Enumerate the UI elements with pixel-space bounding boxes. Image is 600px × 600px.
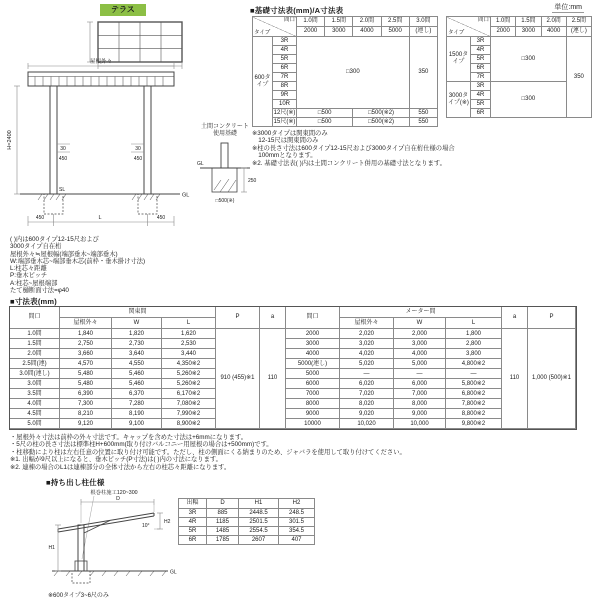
table-cell: 8,190 — [112, 409, 162, 419]
gl-label: GL — [170, 569, 177, 576]
note-line: ※2. 連棟の場合のL1は連棟部分の全体寸法から左右の柱芯々距離になります。 — [10, 463, 231, 471]
table-cell: 2,730 — [112, 339, 162, 349]
row-label: 7R — [273, 73, 297, 82]
header-w: W — [112, 318, 162, 329]
table-cell: 2.5間(連) — [10, 359, 60, 369]
table-cell: 1.5間 — [10, 339, 60, 349]
row-label: 8R — [273, 82, 297, 91]
table-cell: 7,080※2 — [162, 399, 216, 409]
footing — [72, 571, 90, 583]
table-cell: 3,800 — [446, 349, 502, 359]
table-cell: 1.0間 — [10, 329, 60, 339]
col-header: 2.5間 — [566, 17, 591, 27]
doma-title-line1: 土間コンクリート — [201, 124, 249, 130]
col-subheader: 2000 — [297, 27, 325, 37]
table-cell: 2,750 — [60, 339, 112, 349]
table-cell: 3000 — [286, 339, 340, 349]
dim-450-label: 450 — [133, 156, 143, 162]
table-cell: 7,020 — [340, 389, 394, 399]
note-line: L:柱芯々距離 — [10, 265, 47, 273]
header-w: W — [394, 318, 446, 329]
table-cell: 1,840 — [60, 329, 112, 339]
corner-cell — [253, 17, 297, 37]
table-cell: 5,800※2 — [446, 379, 502, 389]
table-row — [179, 527, 315, 536]
row-label: 10R — [273, 100, 297, 109]
table-cell: 5,260※2 — [162, 369, 216, 379]
col-header: 2.5間 — [381, 17, 409, 27]
note-line: ※3000タイプは関東間のみ — [252, 130, 328, 137]
row-label: 12尺(※) — [273, 109, 296, 116]
note-line: ・柱移動により柱は左右任意の位置に取り付け可能です。ただし、柱の側面にくる納まりのため、ジャバラを使用して取り付けてください。 — [10, 448, 406, 456]
table-cell: 6,020 — [340, 379, 394, 389]
ground-hatch — [54, 571, 166, 576]
note-line: ※2. 基礎寸法表( )内は土間コンクリート併用の基礎寸法となります。 — [252, 159, 446, 167]
table-cell: 407 — [279, 536, 315, 545]
foundation-table-title: ■基礎寸法表(mm)/A寸法表 — [250, 6, 344, 15]
ground-hatch — [38, 194, 160, 200]
col-header: 1.5間 — [325, 17, 353, 27]
legend-notes — [10, 236, 250, 294]
table-cell: 3,440 — [162, 349, 216, 359]
height-label: H=2400 — [7, 130, 13, 150]
table-cell: 9,800※2 — [446, 419, 502, 429]
merged-p-left: 910 (455)※1 — [216, 329, 260, 429]
gl-label: GL — [197, 161, 204, 167]
roof-section — [28, 72, 174, 86]
col-header: D — [207, 499, 239, 509]
value-cell: □500(※2) — [353, 109, 409, 118]
table-row — [179, 518, 315, 527]
table-cell: 5000(連し) — [286, 359, 340, 369]
footing-size-label: □500(※) — [215, 198, 235, 204]
col-subheader: (連し) — [566, 27, 591, 37]
merged-a-left: 110 — [260, 329, 286, 429]
table-cell: 4000 — [286, 349, 340, 359]
post — [78, 525, 84, 571]
table-cell: — — [394, 369, 446, 379]
table-cell: 5000 — [286, 369, 340, 379]
table-cell: 4,570 — [60, 359, 112, 369]
col-subheader: 4000 — [541, 27, 566, 37]
doma-foundation-drawing — [196, 140, 260, 206]
header-l: L — [446, 318, 502, 329]
cantilever-table — [178, 498, 315, 545]
footing-section — [212, 168, 237, 192]
foundation-table-a — [252, 16, 438, 127]
table-cell: 2.0間 — [10, 349, 60, 359]
header-p: P — [528, 307, 576, 329]
table-cell: 4,800※2 — [446, 359, 502, 369]
table-row — [179, 509, 315, 518]
note-line: 12-15尺は関東間のみ — [252, 137, 319, 145]
note-line: 100mmとなります。 — [252, 152, 317, 160]
value-cell: 550 — [409, 118, 437, 127]
table-cell: 7000 — [286, 389, 340, 399]
col-header: H1 — [239, 499, 279, 509]
table-cell: 7,800※2 — [446, 399, 502, 409]
table-cell: 5.0間 — [10, 419, 60, 429]
table-cell: 5,480 — [60, 369, 112, 379]
dim-table-right-body — [286, 329, 502, 429]
table-cell: 5,480 — [60, 379, 112, 389]
row-label: 15尺(※) — [273, 118, 296, 125]
col-header: 2.0間 — [541, 17, 566, 27]
note-line: 3000タイプ自在桁 — [10, 243, 62, 251]
row-label: 4R — [471, 46, 491, 55]
corner-bottom-label: タイプ — [254, 29, 271, 36]
col-header: 出幅 — [179, 499, 207, 509]
corner-bottom-label: タイプ — [448, 29, 465, 36]
note-line: ※1. 出幅が9尺以上になると、垂木ピッチ(P寸法)は( )内の寸法になります。 — [10, 456, 222, 464]
unit-label: 単位:mm — [554, 4, 582, 11]
right-post — [144, 86, 151, 194]
h2-dim-label: H2 — [164, 519, 171, 525]
col-subheader: 5000 — [381, 27, 409, 37]
post-detail-ticks — [57, 144, 144, 152]
table-cell: 8,020 — [340, 399, 394, 409]
value-cell: □500 — [297, 109, 353, 118]
note-line: A:柱芯~屋根端部 — [10, 279, 58, 287]
cantilever-caption: ※600タイプ3~6尺のみ — [48, 593, 109, 599]
row-label: 6R — [273, 64, 297, 73]
table-cell: 9000 — [286, 409, 340, 419]
table-cell: 5R — [179, 527, 207, 536]
col-header: 1.0間 — [491, 17, 516, 27]
table-cell: — — [340, 369, 394, 379]
table-cell: 3R — [179, 509, 207, 518]
table-cell: 3.0間 — [10, 379, 60, 389]
table-cell: 3,000 — [394, 339, 446, 349]
col-header: 1.5間 — [516, 17, 541, 27]
table-cell: 6,170※2 — [162, 389, 216, 399]
table-cell: 4.0間 — [10, 399, 60, 409]
note-line: P:垂木ピッチ — [10, 272, 48, 280]
cantilever-table-body — [179, 509, 315, 545]
table-cell: 9,120 — [60, 419, 112, 429]
merged-value-cell: 350 — [566, 37, 591, 118]
doma-foundation-title — [194, 124, 256, 138]
roof-angle-label: 10° — [142, 523, 150, 529]
sl-label: SL — [59, 187, 66, 193]
table-cell: 2554.5 — [239, 527, 279, 536]
header-p: P — [216, 307, 260, 329]
header-meter: メーター間 — [340, 307, 502, 318]
type-label-cell: 1500タイプ — [447, 37, 471, 82]
table-cell: 6,370 — [112, 389, 162, 399]
row-label: 9R — [273, 91, 297, 100]
table-cell: 3.5間 — [10, 389, 60, 399]
row-label: 3R — [471, 37, 491, 46]
table-cell: 8,210 — [60, 409, 112, 419]
table-cell: 1,800 — [446, 329, 502, 339]
row-label: 4R — [471, 91, 491, 100]
table-cell: 6,390 — [60, 389, 112, 399]
table-cell: 3.0間(連し) — [10, 369, 60, 379]
table-cell: 1185 — [207, 518, 239, 527]
table-cell: 7,000 — [394, 389, 446, 399]
table-cell: 6,800※2 — [446, 389, 502, 399]
table-cell: 2,530 — [162, 339, 216, 349]
table-cell: 4,550 — [112, 359, 162, 369]
table-cell: 4,350※2 — [162, 359, 216, 369]
table-cell: 2501.5 — [239, 518, 279, 527]
dim-30-label: 30 — [135, 146, 141, 152]
merged-value-cell: □300 — [297, 37, 410, 109]
span-label: L — [98, 215, 102, 221]
doma-title-line2: 使用基礎 — [212, 130, 237, 137]
col-subheader: 3000 — [516, 27, 541, 37]
table-cell: 8,800※2 — [446, 409, 502, 419]
terrace-label: テラス — [100, 4, 146, 16]
table-cell: 8000 — [286, 399, 340, 409]
table-cell: 6,000 — [394, 379, 446, 389]
table-cell: 1485 — [207, 527, 239, 536]
row-label: 5R — [471, 100, 491, 109]
table-cell: 7,990※2 — [162, 409, 216, 419]
note-line: 屋根外々≒屋根幅(端部垂木~端部垂木) — [10, 250, 118, 258]
header-yane: 屋根外々 — [340, 318, 394, 329]
merged-a-right: 110 — [502, 329, 528, 429]
table-cell: 10,020 — [340, 419, 394, 429]
roof-width-label: 屋根外々 — [89, 59, 113, 65]
header-yane: 屋根外々 — [60, 318, 112, 329]
overhang-left-label: 450 — [35, 215, 45, 221]
table-cell: 5,460 — [112, 379, 162, 389]
note-line: ・屋根外々寸法は前枠の外々寸法です。キャップを含めた寸法は+6mmになります。 — [10, 434, 248, 441]
col-header: 2.0間 — [353, 17, 381, 27]
table-cell: 354.5 — [279, 527, 315, 536]
value-cell: □500 — [297, 118, 353, 127]
table-cell: 9,000 — [394, 409, 446, 419]
table-cell: 2607 — [239, 536, 279, 545]
right-footing — [138, 194, 157, 214]
col-header: H2 — [279, 499, 315, 509]
col-subheader: (連し) — [409, 27, 437, 37]
rafter-hatch — [35, 77, 163, 87]
gl-label: GL — [182, 192, 190, 199]
table-cell: 2,020 — [340, 329, 394, 339]
table-cell: 5,260※2 — [162, 379, 216, 389]
note-line: W:端部垂木芯~端部垂木芯(前枠・垂木掛け寸法) — [10, 257, 146, 265]
depth-label: 250 — [248, 178, 257, 184]
collar-note-label: 根巻柱施工120~300 — [90, 490, 138, 496]
table-cell: 9,100 — [112, 419, 162, 429]
row-label: 6R — [471, 64, 491, 73]
corner-top-label: 間口 — [283, 17, 295, 23]
merged-value-cell: □300 — [491, 82, 567, 118]
table-cell: 3,020 — [340, 339, 394, 349]
header-maguchi: 間口 — [10, 307, 60, 329]
footing-hatch — [214, 179, 236, 192]
table-cell: 1,820 — [112, 329, 162, 339]
table-cell: 2448.5 — [239, 509, 279, 518]
dimension-table-title: ■寸法表(mm) — [10, 297, 57, 306]
d-dim-label: D — [116, 496, 120, 502]
table-cell: 4,000 — [394, 349, 446, 359]
header-kanto: 関東間 — [60, 307, 216, 318]
header-maguchi: 間口 — [286, 307, 340, 329]
merged-value-cell: 350 — [409, 37, 437, 109]
left-post — [50, 86, 57, 194]
merged-p-right: 1,000 (500)※1 — [528, 329, 576, 429]
table-cell: 3,640 — [112, 349, 162, 359]
terrace-elevation-drawing — [4, 56, 194, 236]
table-cell: 7,300 — [60, 399, 112, 409]
height-dimension — [14, 86, 20, 194]
left-footing — [44, 194, 63, 214]
cantilever-title: ■持ち出し柱仕様 — [46, 478, 105, 487]
table-cell: 301.5 — [279, 518, 315, 527]
dim-table-left-body — [10, 329, 216, 429]
base-collar — [75, 561, 87, 571]
value-cell: □500(※2) — [353, 118, 409, 127]
table-cell: 1785 — [207, 536, 239, 545]
dim-450-label: 450 — [58, 156, 68, 162]
foundation-table-b — [446, 16, 592, 118]
col-header: 3.0間 — [409, 17, 437, 27]
table-cell: 5,000 — [394, 359, 446, 369]
table-cell: — — [446, 369, 502, 379]
header-a: a — [502, 307, 528, 329]
foundation-notes — [252, 130, 592, 167]
col-header: 1.0間 — [297, 17, 325, 27]
table-cell: 2,000 — [394, 329, 446, 339]
table-row — [179, 536, 315, 545]
h2-dimension — [154, 513, 163, 529]
overhang-right-label: 450 — [156, 215, 166, 221]
merged-value-cell: □300 — [491, 37, 567, 82]
corner-cell — [447, 17, 491, 37]
table-cell: 248.5 — [279, 509, 315, 518]
note-line: ( )内は600タイプ12-15尺および — [10, 236, 99, 243]
note-line: ※柱の長さ寸法は600タイプ12-15尺および3000タイプ自在桁仕様の場合 — [252, 144, 455, 152]
row-label: 5R — [471, 55, 491, 64]
row-label: 3R — [273, 37, 297, 46]
table-cell: 4,020 — [340, 349, 394, 359]
table-cell: 6R — [179, 536, 207, 545]
table-cell: 4R — [179, 518, 207, 527]
table-cell: 885 — [207, 509, 239, 518]
dim-table-notes — [10, 434, 594, 471]
table-cell: 2000 — [286, 329, 340, 339]
cantilever-post-drawing — [48, 487, 180, 589]
col-subheader: 4000 — [353, 27, 381, 37]
note-line: たて樋断面寸法=φ40 — [10, 287, 69, 295]
type-label-cell: 3000タイプ(※) — [447, 82, 471, 118]
table-cell: 1,620 — [162, 329, 216, 339]
row-label: 7R — [471, 73, 491, 82]
header-l: L — [162, 318, 216, 329]
type-label-cell: 600タイプ — [253, 37, 273, 127]
post-section — [221, 143, 228, 168]
table-cell: 10000 — [286, 419, 340, 429]
dim-30-label: 30 — [60, 146, 66, 152]
table-cell: 6000 — [286, 379, 340, 389]
table-cell: 9,020 — [340, 409, 394, 419]
table-cell: 2,800 — [446, 339, 502, 349]
table-cell: 10,000 — [394, 419, 446, 429]
table-cell: 7,280 — [112, 399, 162, 409]
row-label: 5R — [273, 55, 297, 64]
row-label: 6R — [471, 109, 491, 118]
table-cell: 8,000 — [394, 399, 446, 409]
table-cell: 8,900※2 — [162, 419, 216, 429]
note-line: ・5尺の柱の長さ寸法は標準柱H+600mm(取り付けバルコニー用屋根の場合は+500mm)です。 — [10, 441, 273, 449]
row-label: 4R — [273, 46, 297, 55]
table-cell: 4.5間 — [10, 409, 60, 419]
value-cell: 550 — [409, 109, 437, 118]
depth-dimension — [241, 168, 247, 192]
header-a: a — [260, 307, 286, 329]
table-cell: 5,460 — [112, 369, 162, 379]
h1-dim-label: H1 — [48, 545, 55, 551]
table-cell: 3,660 — [60, 349, 112, 359]
col-subheader: 2000 — [491, 27, 516, 37]
row-label: 3R — [471, 82, 491, 91]
table-cell: 5,020 — [340, 359, 394, 369]
corner-top-label: 間口 — [477, 17, 489, 23]
col-subheader: 3000 — [325, 27, 353, 37]
dimension-table — [9, 306, 577, 430]
